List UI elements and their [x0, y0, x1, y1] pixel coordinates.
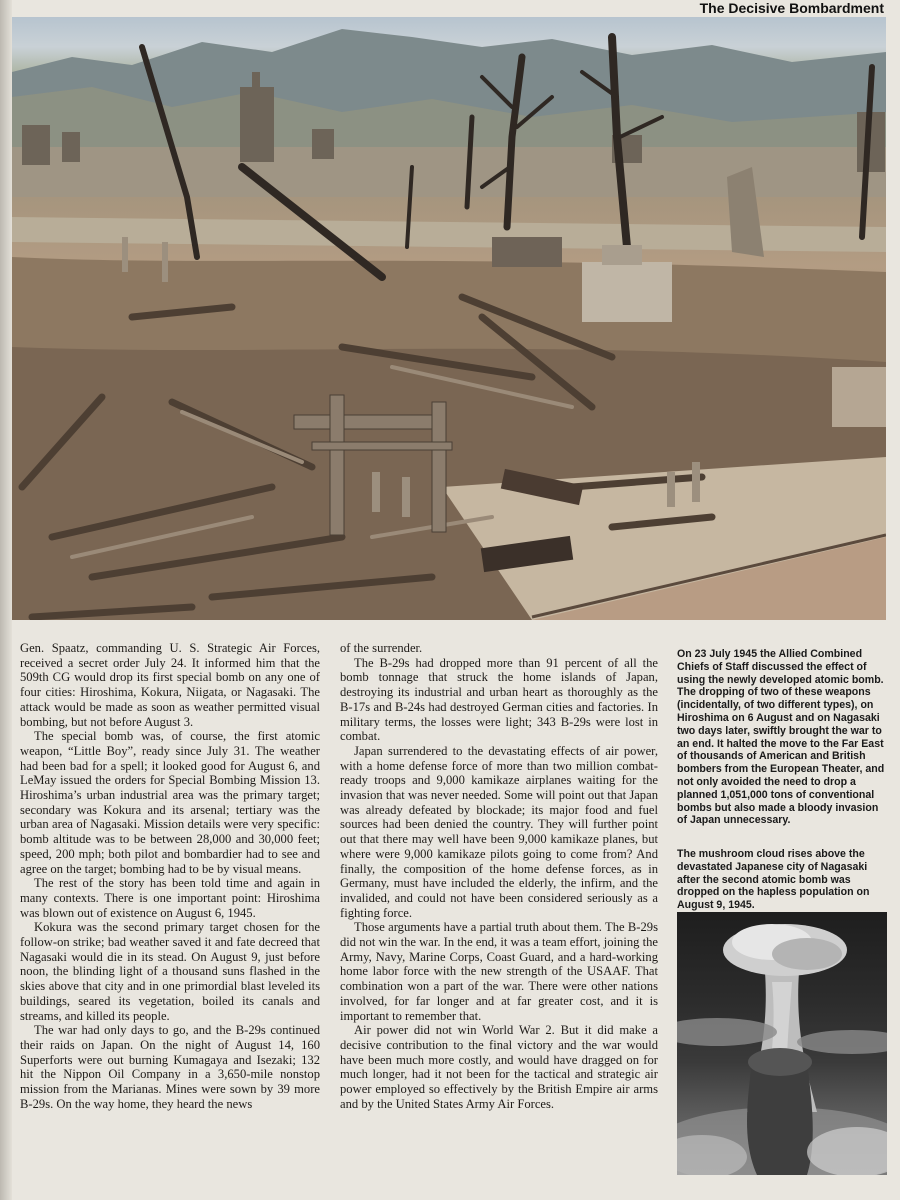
paragraph: The B-29s had dropped more than 91 percent of all the bomb tonnage that struck the home islands of Japan, destroying its industrial and urban heart as thoroughly as the B-17s and B-24s had destroyed German cities and factories. In military terms, the losses were light; 343 B-29s were lost in combat. — [340, 655, 658, 744]
main-photo-caption: On 23 July 1945 the Allied Combined Chiefs of Staff discussed the effect of using the newly developed atomic bomb. The dropping of two of these weapons (incidentally, of two different types), on Hiroshima on 6 August and on Nagasaki two days later, swiftly brought the war to an end. It halted the move to the Far East of thousands of American and British bombers from the European Theater, and not only avoided the need to drop a planned 1,051,000 tons of conventional bombs but also made a bloody invasion of Japan unnecessary. — [677, 648, 885, 827]
paragraph-continuation: of the surrender. — [340, 641, 423, 655]
cloud-photo-caption: The mushroom cloud rises above the devastated Japanese city of Nagasaki after the second atomic bomb was dropped on the hapless population on August 9, 1945. — [677, 848, 870, 912]
cloud-photo — [677, 912, 887, 1175]
paragraph: The rest of the story has been told time and again in many contexts. There is one important point: Hiroshima was blown out of existence on August 6, 1945. — [20, 876, 320, 920]
mushroom-cloud-illustration — [677, 912, 887, 1175]
paragraph: The special bomb was, of course, the first atomic weapon, “Little Boy”, ready since July 31. The weather had been bad for a spell; it looked good for August 6, and LeMay issued the orders for Special Bombing Mission 13. Hiroshima’s urban industrial area was the primary target; secondary was Kokura and its arsenal; tertiary was the urban area of Nagasaki. Mission details were very specific: bomb altitude was to be between 28,000 and 30,000 feet; speed, 200 mph; both pilot and bombardier had to see and agree on the target; bombing had to be by visual means. — [20, 729, 320, 876]
paragraph: Gen. Spaatz, commanding U. S. Strategic Air Forces, received a secret order July 24. It informed him that the 509th CG would drop its first special bomb on any one of four cities: Hiroshima, Kokura, Niigata, or Nagasaki. The attack would be made as soon as weather permitted visual bombing, but not before August 3. — [20, 641, 320, 729]
paragraph: Kokura was the second primary target chosen for the follow-on strike; bad weather saved it and fate decreed that Nagasaki would die in its stead. On August 9, just before noon, the blinding light of a thousand suns flashed in the skies above that city and in one primordial blast leveled its buildings, seared its vegetation, boiled its canals and streams, and killed its people. — [20, 920, 320, 1023]
paragraph: Those arguments have a partial truth about them. The B-29s did not win the war. In the end, it was a team effort, joining the Army, Navy, Marine Corps, Coast Guard, and a hard-working home labor force with the new strength of the USAAF. That combination won a part of the war. There were other nations involved, for far longer and at far greater cost, and it is important to remember that. — [340, 920, 658, 1023]
text-column-1 — [20, 641, 320, 1112]
page-binding-edge — [0, 0, 12, 1200]
ruins-illustration — [12, 17, 886, 620]
running-head: The Decisive Bombardment — [699, 0, 884, 16]
paragraph: The war had only days to go, and the B-29s continued their raids on Japan. On the night of August 14, 160 Superforts were out burning Kumagaya and Isezaki; 132 hit the Nippon Oil Company in a 3,650-mile nonstop mission from the Marianas. Mines were sown by 39 more B-29s. On the way home, they heard the news — [20, 1023, 320, 1111]
paragraph: Air power did not win World War 2. But it did make a decisive contribution to the final victory and the war would have been much more costly, and would have dragged on for much longer, had it not been for the tactical and strategic air power employed so effectively by the British Empire air arms and by the United States Army Air Forces. — [340, 1023, 658, 1111]
text-column-2 — [340, 641, 658, 1112]
paragraph: Japan surrendered to the devastating effects of air power, with a home defense force of more than two million combat-ready troops and 9,000 kamikaze airplanes waiting for the invasion that was never needed. Some will point out that Japan was already defeated by blockade; its major food and fuel sources had been denied the country. They will further point out that there may well have been 9,000 kamikaze planes, but where were 9,000 kamikaze pilots going to come from? And finally, the composition of the home defense forces, as in Germany, must have included the elderly, the infirm, and the invalided, and could not have been considered seriously as a fighting force. — [340, 743, 658, 920]
main-photo — [12, 17, 886, 620]
